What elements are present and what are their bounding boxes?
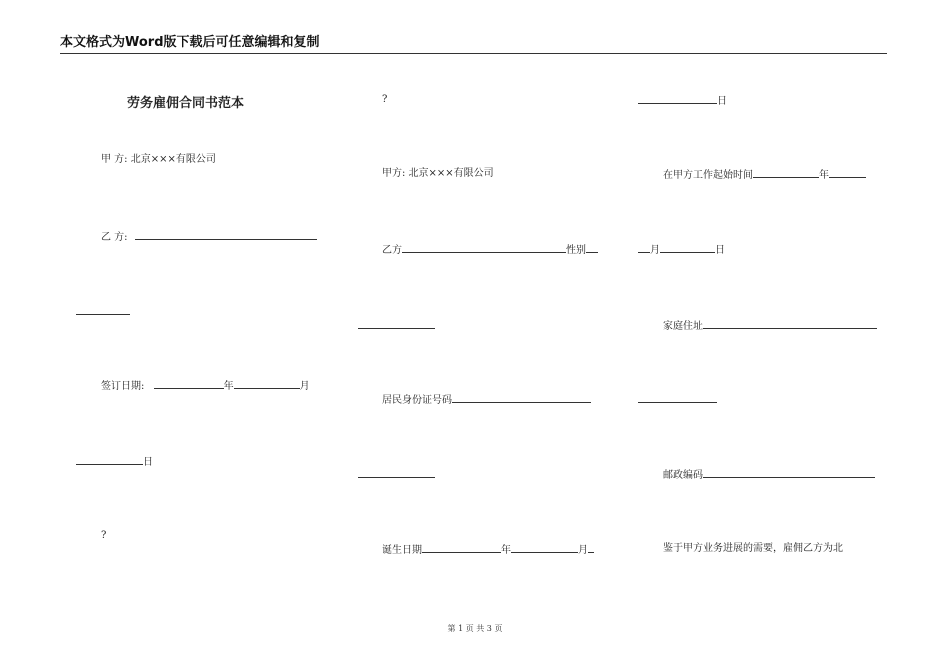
party-b-blank-continued xyxy=(76,305,130,319)
year-label: 年 xyxy=(223,381,234,392)
birth-day-blank xyxy=(588,543,594,553)
birth-month-blank xyxy=(511,543,578,553)
start-time-label: 在甲方工作起始时间 xyxy=(663,170,753,181)
blank-line-row xyxy=(358,319,435,333)
start-year-blank xyxy=(753,168,819,178)
year-blank xyxy=(154,379,224,389)
address-label: 家庭住址 xyxy=(663,321,703,332)
postcode-line xyxy=(663,468,875,482)
month-label: 月 xyxy=(578,545,588,556)
document-header: 本文格式为Word版下载后可任意编辑和复制 xyxy=(60,36,887,54)
birth-year-blank xyxy=(422,543,501,553)
party-b-label: 乙方 xyxy=(382,245,402,256)
contract-title: 劳务雇佣合同书范本 xyxy=(127,96,245,111)
address-line xyxy=(663,319,877,333)
month-label: 月 xyxy=(650,245,660,256)
party-a-line: 甲方: 北京×××有限公司 xyxy=(382,168,494,179)
party-a-line: 甲 方: 北京×××有限公司 xyxy=(101,154,216,165)
day-blank xyxy=(638,94,717,104)
blank-line-row xyxy=(358,468,435,482)
birth-date-line xyxy=(382,543,594,557)
address-blank xyxy=(703,319,877,329)
blank-line xyxy=(76,305,130,315)
gender-blank xyxy=(586,243,598,253)
start-month-day-line xyxy=(638,243,725,257)
question-mark: ? xyxy=(101,530,107,541)
year-label: 年 xyxy=(819,170,829,181)
page-footer: 第 1 页 共 3 页 xyxy=(447,624,503,633)
blank-line xyxy=(358,319,435,329)
party-b-gender-line xyxy=(382,243,598,257)
start-month-blank xyxy=(829,168,866,178)
day-label: 日 xyxy=(715,245,725,256)
postcode-label: 邮政编码 xyxy=(663,470,703,481)
id-number-line xyxy=(382,393,591,407)
day-line xyxy=(638,94,727,108)
start-time-line xyxy=(663,168,866,182)
id-number-blank xyxy=(452,393,591,403)
sign-date-label: 签订日期: xyxy=(101,381,145,392)
birth-date-label: 诞生日期 xyxy=(382,545,422,556)
day-blank xyxy=(660,243,715,253)
postcode-blank xyxy=(703,468,875,478)
month-blank xyxy=(638,243,650,253)
name-blank xyxy=(402,243,566,253)
day-label: 日 xyxy=(143,457,153,468)
blank-line xyxy=(358,468,435,478)
party-b-line xyxy=(101,230,317,244)
blank-line-row xyxy=(638,393,717,407)
day-label: 日 xyxy=(717,96,727,107)
month-label: 月 xyxy=(299,381,310,392)
id-number-label: 居民身份证号码 xyxy=(382,395,452,406)
blank-line xyxy=(638,393,717,403)
day-blank xyxy=(76,455,143,465)
month-blank xyxy=(234,379,300,389)
party-b-blank xyxy=(135,230,317,240)
gender-label: 性别 xyxy=(566,245,586,256)
question-mark: ? xyxy=(382,94,388,105)
party-b-label: 乙 方: xyxy=(101,232,128,243)
sign-day-line xyxy=(76,455,153,469)
sign-date-line xyxy=(101,379,310,393)
year-label: 年 xyxy=(501,545,511,556)
clause-text: 鉴于甲方业务进展的需要，雇佣乙方为北 xyxy=(663,543,843,554)
